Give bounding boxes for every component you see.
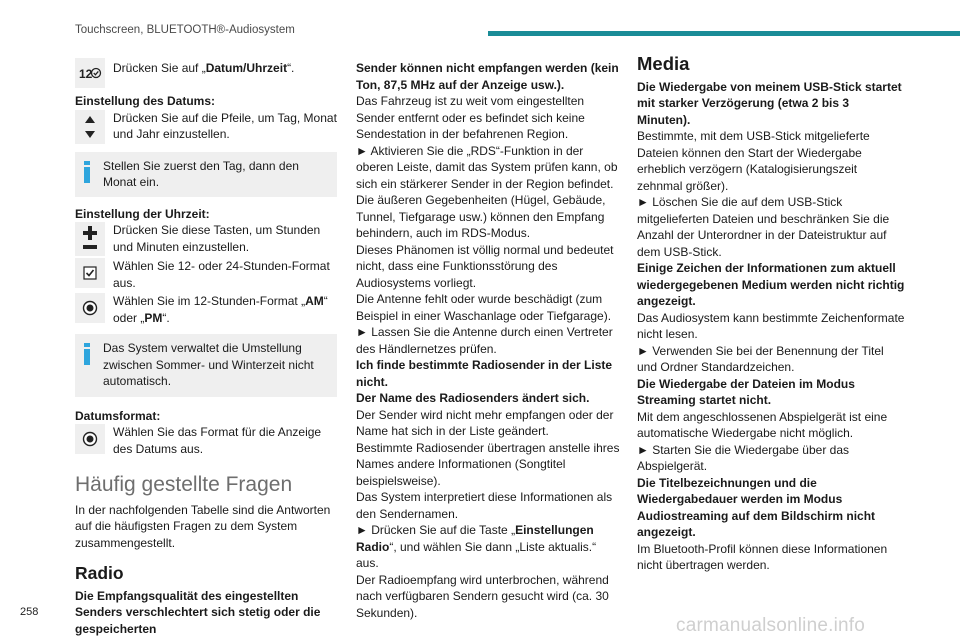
date-setting-heading: Einstellung des Datums: [75, 94, 216, 108]
plus-minus-row [75, 222, 337, 256]
header-accent-bar [488, 31, 960, 36]
date-setting-note [75, 152, 337, 197]
answer-text: Die äußeren Gegebenheiten (Hügel, Gebäude, Tunnel, Tiefgarage usw.) können den Empfang behindern, auch im RDS-Modus. [356, 193, 606, 240]
media-question-4: Die Titelbezeichnungen und die Wiedergabedauer werden im Modus Audiostreaming auf dem Bildschirm nicht angezeigt. [637, 475, 876, 539]
info-icon [83, 161, 93, 188]
faq-intro: In der nachfolgenden Tabelle sind die Antworten auf die häufigsten Fragen zu dem System zusammengestellt. [75, 502, 331, 550]
answer-text: Das Audiosystem kann bestimmte Zeichenformate nicht lesen. [637, 310, 905, 341]
time-setting-heading: Einstellung der Uhrzeit: [75, 206, 210, 221]
answer-text: Dieses Phänomen ist völlig normal und bedeutet nicht, dass eine Funktionsstörung des Audiosystems vorliegt. [356, 242, 614, 290]
checkbox-icon [75, 258, 105, 288]
date-format-row [75, 424, 337, 457]
answer-text: ► Aktivieren Sie die „RDS“-Funktion in der oberen Leiste, damit das System prüfen kann, ob sich ein stärkerer Sender in der Region befindet. [356, 143, 618, 191]
date-time-instruction: Drücken Sie auf „Datum/Uhrzeit“. [113, 61, 295, 75]
answer-text: ► Lassen Sie die Antenne durch einen Vertreter des Händlernetzes prüfen. [356, 325, 613, 356]
middle-column [356, 60, 620, 621]
date-setting-note-text: Stellen Sie zuerst den Tag, dann den Monat ein. [103, 158, 299, 189]
radio-question-1: Die Empfangsqualität des eingestellten Senders verschlechtert sich stetig oder die gespeicherten [75, 588, 321, 636]
answer-text: ► Löschen Sie die auf dem USB-Stick mitgelieferten Dateien und beschränken Sie die Anzahl der Unterordner in der Dateistruktur auf dem USB-Stick. [637, 195, 890, 259]
media-question-2: Einige Zeichen der Informationen zum aktuell wiedergegebenen Medium werden nicht richtig angezeigt. [637, 261, 905, 308]
svg-text:12: 12 [79, 67, 93, 81]
time-format-text: Wählen Sie 12- oder 24-Stunden-Format aus. [113, 259, 330, 290]
am-pm-text: Wählen Sie im 12-Stunden-Format „AM“ oder „PM“. [113, 294, 328, 325]
answer-text: Bestimmte, mit dem USB-Stick mitgelieferte Dateien können den Start der Wiedergabe erheblich verzögern (Katalogisierungszeit zehnmal größer). [637, 129, 870, 193]
time-setting-note-text: Das System verwaltet die Umstellung zwischen Sommer- und Winterzeit nicht automatisch. [103, 341, 314, 388]
date-time-row [75, 58, 337, 88]
radio-question-1-cont: Sender können nicht empfangen werden (kein Ton, 87,5 MHz auf der Anzeige usw.). [356, 61, 619, 92]
right-column [637, 53, 905, 574]
am-pm-row [75, 293, 337, 326]
answer-text: Im Bluetooth-Profil können diese Informationen nicht übertragen werden. [637, 541, 888, 572]
radio-button-icon [75, 424, 105, 454]
answer-text: Das System interpretiert diese Informationen als den Sendernamen. [356, 490, 613, 521]
watermark: carmanualsonline.info [676, 615, 866, 636]
media-question-3: Die Wiedergabe der Dateien im Modus Streaming startet nicht. [637, 376, 855, 407]
date-format-text: Wählen Sie das Format für die Anzeige des Datums aus. [113, 425, 322, 456]
page-number: 258 [20, 606, 39, 618]
radio-question-2: Ich finde bestimmte Radiosender in der Liste nicht. [356, 358, 613, 389]
media-question-1: Die Wiedergabe von meinem USB-Stick startet mit starker Verzögerung (etwa 2 bis 3 Minuten). [637, 79, 902, 127]
faq-heading: Häufig gestellte Fragen [75, 473, 293, 496]
left-column [75, 58, 337, 637]
date-time-icon [75, 58, 105, 88]
answer-text: ► Drücken Sie auf die Taste „Einstellungen Radio“, und wählen Sie dann „Liste aktualis.“ aus. [356, 523, 597, 570]
up-down-arrows-icon [75, 110, 105, 144]
radio-heading: Radio [75, 563, 124, 583]
time-setting-note [75, 334, 337, 397]
radio-question-2b: Der Name des Radiosenders ändert sich. [356, 391, 590, 405]
answer-text: Das Fahrzeug ist zu weit vom eingestellten Sender entfernt oder es befindet sich keine Sendestation in der befahrenen Region. [356, 94, 585, 141]
answer-text: ► Starten Sie die Wiedergabe über das Abspielgerät. [637, 442, 849, 473]
date-setting-text: Drücken Sie auf die Pfeile, um Tag, Monat und Jahr einzustellen. [113, 110, 337, 141]
answer-text: Der Radioempfang wird unterbrochen, während nach verfügbaren Sendern gesucht wird (ca. 30 Sekunden). [356, 572, 609, 620]
answer-text: Der Sender wird nicht mehr empfangen oder der Name hat sich in der Liste geändert. [356, 407, 614, 438]
plus-minus-icon [75, 222, 105, 256]
answer-text: Bestimmte Radiosender übertragen anstelle ihres Names andere Informationen (Songtitel beispielsweise). [356, 440, 620, 488]
answer-text: Die Antenne fehlt oder wurde beschädigt (zum Beispiel in einer Waschanlage oder Tiefgarage). [356, 292, 612, 323]
radio-button-icon [75, 293, 105, 323]
info-icon [83, 343, 93, 370]
answer-text: Mit dem angeschlossenen Abspielgerät ist eine automatische Wiedergabe nicht möglich. [637, 409, 888, 440]
date-format-heading: Datumsformat: [75, 408, 161, 423]
plus-minus-text: Drücken Sie diese Tasten, um Stunden und Minuten einzustellen. [113, 223, 321, 254]
date-setting-row [75, 110, 337, 144]
answer-text: ► Verwenden Sie bei der Benennung der Titel und Ordner Standardzeichen. [637, 343, 884, 374]
media-heading: Media [637, 53, 690, 74]
time-format-row [75, 258, 337, 291]
page-header-title: Touchscreen, BLUETOOTH®-Audiosystem [75, 24, 295, 36]
